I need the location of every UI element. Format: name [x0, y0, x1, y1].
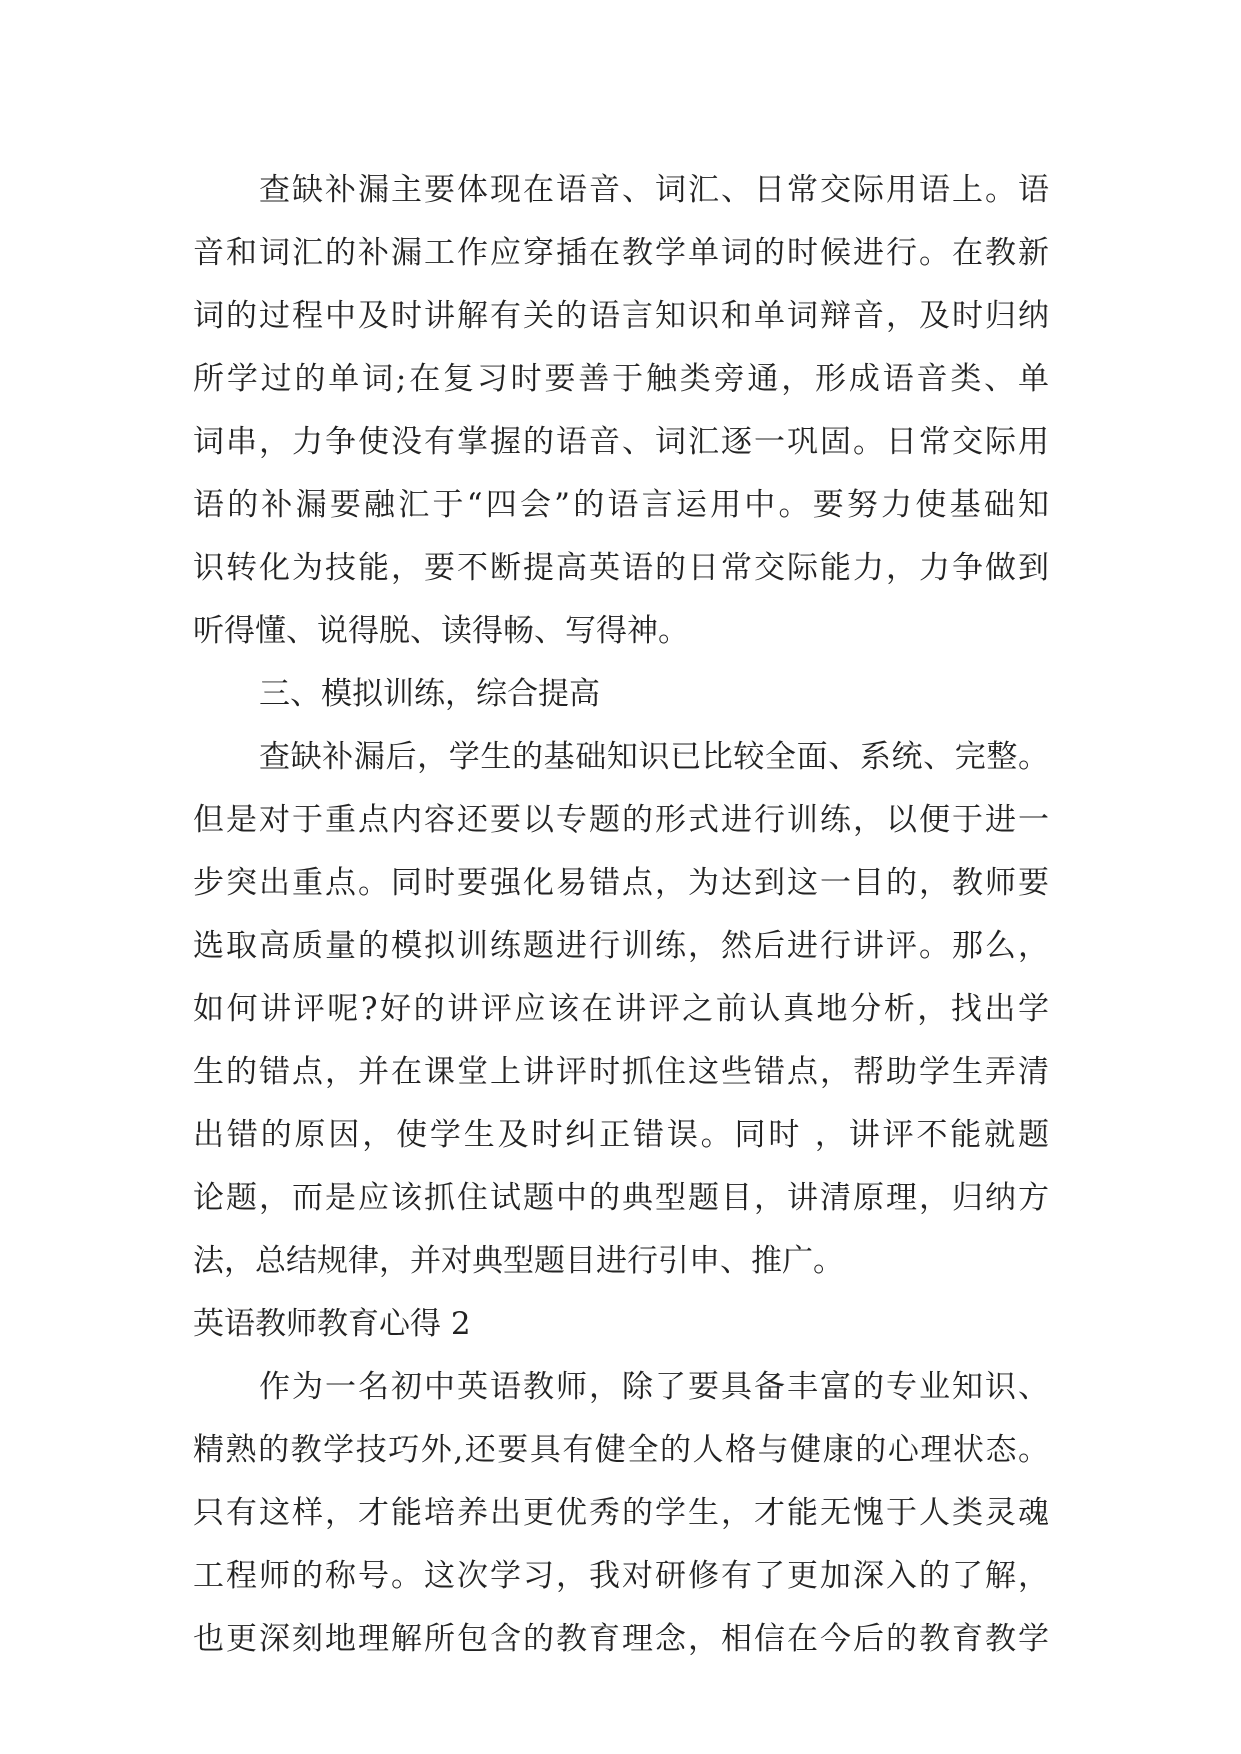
text-line: 工程师的称号。这次学习，我对研修有了更加深入的了解，: [193, 1558, 1049, 1594]
text-line: 步突出重点。同时要强化易错点，为达到这一目的，教师要: [193, 865, 1049, 901]
text-line: 语的补漏要融汇于“四会”的语言运用中。要努力使基础知: [193, 487, 1049, 523]
text-line: 生的错点，并在课堂上讲评时抓住这些错点，帮助学生弄清: [193, 1054, 1049, 1090]
text-line: 选取高质量的模拟训练题进行训练，然后进行讲评。那么，: [193, 928, 1049, 964]
text-line: 如何讲评呢?好的讲评应该在讲评之前认真地分析，找出学: [193, 991, 1049, 1027]
article-title: 英语教师教育心得 2: [193, 1306, 471, 1342]
text-line: 只有这样，才能培养出更优秀的学生，才能无愧于人类灵魂: [193, 1495, 1049, 1531]
text-line: 作为一名初中英语教师，除了要具备丰富的专业知识、: [259, 1369, 1049, 1405]
paragraph: [193, 726, 1049, 1293]
text-line: 词串，力争使没有掌握的语音、词汇逐一巩固。日常交际用: [193, 424, 1049, 460]
text-line: 查缺补漏主要体现在语音、词汇、日常交际用语上。语: [259, 172, 1049, 208]
paragraph: [193, 1356, 1049, 1671]
text-line: 也更深刻地理解所包含的教育理念，相信在今后的教育教学: [193, 1621, 1049, 1657]
text-line: 精熟的教学技巧外,还要具有健全的人格与健康的心理状态。: [193, 1432, 1049, 1468]
document-body: [193, 159, 1049, 1671]
text-line: 识转化为技能，要不断提高英语的日常交际能力，力争做到: [193, 550, 1049, 586]
text-line: 所学过的单词;在复习时要善于触类旁通，形成语音类、单: [193, 361, 1049, 397]
section-heading: 三、模拟训练，综合提高: [259, 676, 600, 712]
text-line: 音和词汇的补漏工作应穿插在教学单词的时候进行。在教新: [193, 235, 1049, 271]
text-line: 法，总结规律，并对典型题目进行引申、推广。: [193, 1243, 844, 1279]
text-line: 论题，而是应该抓住试题中的典型题目，讲清原理，归纳方: [193, 1180, 1049, 1216]
text-line: 查缺补漏后，学生的基础知识已比较全面、系统、完整。: [259, 739, 1049, 775]
text-line: 但是对于重点内容还要以专题的形式进行训练，以便于进一: [193, 802, 1049, 838]
text-line: 词的过程中及时讲解有关的语言知识和单词辩音，及时归纳: [193, 298, 1049, 334]
text-line: 出错的原因，使学生及时纠正错误。同时 ，讲评不能就题: [193, 1117, 1049, 1153]
paragraph: [193, 159, 1049, 663]
text-line: 听得懂、说得脱、读得畅、写得神。: [193, 613, 689, 649]
